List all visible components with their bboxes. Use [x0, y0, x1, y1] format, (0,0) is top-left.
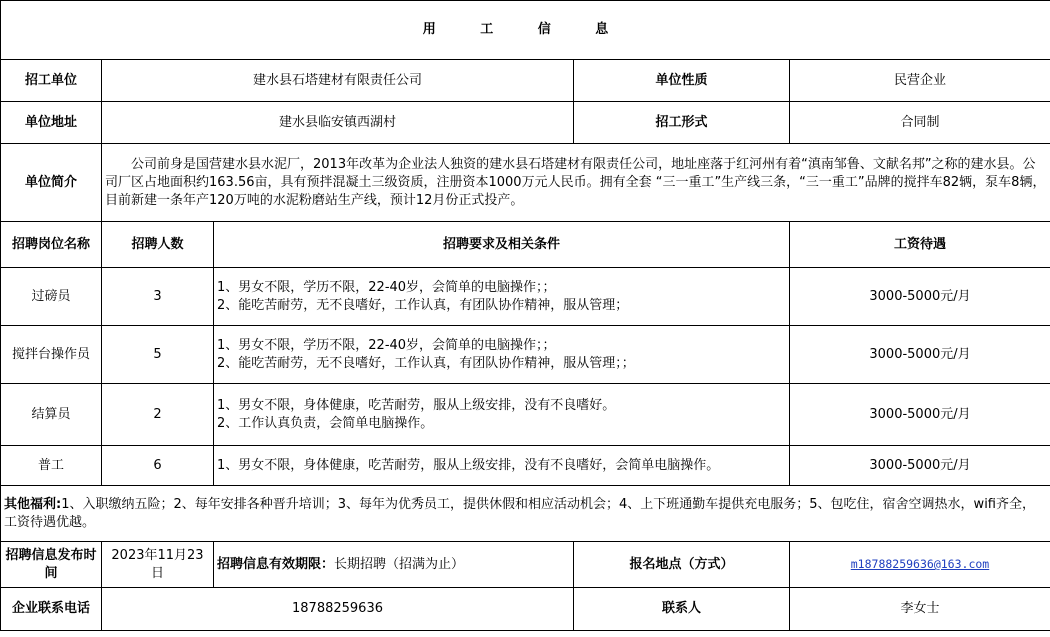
- requirement-line: 1、男女不限，身体健康，吃苦耐劳，服从上级安排，没有不良嗜好。: [217, 397, 616, 413]
- position-salary: 3000-5000元/月: [790, 268, 1050, 326]
- publish-date: 2023年11月23日: [102, 542, 214, 588]
- position-requirements: [214, 268, 790, 326]
- requirement-line: 2、工作认真负责，会简单电脑操作。: [217, 415, 434, 431]
- validity-value: 长期招聘（招满为止）: [334, 556, 465, 572]
- requirement-line: 2、能吃苦耐劳，无不良嗜好，工作认真，有团队协作精神，服从管理；: [217, 297, 629, 313]
- positions-header-name: 招聘岗位名称: [1, 222, 102, 268]
- form-label: 招工形式: [574, 102, 790, 144]
- publish-date-label: 招聘信息发布时间: [1, 542, 102, 588]
- company-name: 建水县石塔建材有限责任公司: [102, 60, 574, 102]
- form-value: 合同制: [790, 102, 1050, 144]
- positions-header-requirements: 招聘要求及相关条件: [214, 222, 790, 268]
- position-count: 3: [102, 268, 214, 326]
- positions-header-count: 招聘人数: [102, 222, 214, 268]
- position-name: 结算员: [1, 384, 102, 446]
- company-nature-label: 单位性质: [574, 60, 790, 102]
- position-name: 普工: [1, 446, 102, 486]
- table-row: [1, 268, 1050, 326]
- position-count: 5: [102, 326, 214, 384]
- benefits-label: 其他福利:: [4, 496, 62, 512]
- email-link[interactable]: m18788259636@163.com: [850, 557, 990, 571]
- company-nature-value: 民营企业: [790, 60, 1050, 102]
- company-label: 招工单位: [1, 60, 102, 102]
- position-salary: 3000-5000元/月: [790, 384, 1050, 446]
- position-name: 搅拌台操作员: [1, 326, 102, 384]
- position-requirements: [214, 446, 790, 486]
- contact-person-label: 联系人: [574, 588, 790, 631]
- intro-label: 单位简介: [1, 144, 102, 222]
- table-row: [1, 446, 1050, 486]
- requirement-line: 1、男女不限，学历不限，22-40岁，会简单的电脑操作；；: [217, 337, 556, 353]
- requirement-line: 1、男女不限，学历不限，22-40岁，会简单的电脑操作；；: [217, 279, 556, 295]
- position-name: 过磅员: [1, 268, 102, 326]
- page-title: 用 工 信 息: [1, 1, 1050, 60]
- table-row: [1, 384, 1050, 446]
- position-count: 2: [102, 384, 214, 446]
- requirement-line: 2、能吃苦耐劳，无不良嗜好，工作认真，有团队协作精神，服从管理；；: [217, 355, 635, 371]
- table-row: [1, 326, 1050, 384]
- phone-label: 企业联系电话: [1, 588, 102, 631]
- position-salary: 3000-5000元/月: [790, 326, 1050, 384]
- requirement-line: 1、男女不限，身体健康，吃苦耐劳，服从上级安排，没有不良嗜好，会简单电脑操作。: [217, 457, 720, 473]
- contact-person: 李女士: [790, 588, 1050, 631]
- company-intro: 公司前身是国营建水县水泥厂，2013年改革为企业法人独资的建水县石塔建材有限责任公司，地址座落于红河州有着“滇南邹鲁、文献名邦”之称的建水县。公司厂区占地面积约163.56亩，具有预拌混凝土三级资质，注册资本1000万元人民币。拥有全套 “三一重工”生产线三条，“三一重工”品牌的搅拌车82辆，泵车8辆，目前新建一条年产120万吨的水泥粉磨站生产线，预计12月份正式投产。: [102, 144, 1050, 222]
- address-label: 单位地址: [1, 102, 102, 144]
- location-label: 报名地点（方式）: [574, 542, 790, 588]
- address-value: 建水县临安镇西湖村: [102, 102, 574, 144]
- position-count: 6: [102, 446, 214, 486]
- phone-value: 18788259636: [102, 588, 574, 631]
- benefits: [1, 486, 1050, 542]
- position-salary: 3000-5000元/月: [790, 446, 1050, 486]
- position-requirements: [214, 384, 790, 446]
- validity: [214, 542, 574, 588]
- positions-header-salary: 工资待遇: [790, 222, 1050, 268]
- benefits-text: 1、入职缴纳五险；2、每年安排各种晋升培训；3、每年为优秀员工，提供休假和相应活动机会；4、上下班通勤车提供充电服务；5、包吃住，宿舍空调热水，wifi齐全，工资待遇优越。: [4, 496, 1035, 530]
- validity-label: 招聘信息有效期限：: [217, 556, 335, 572]
- position-requirements: [214, 326, 790, 384]
